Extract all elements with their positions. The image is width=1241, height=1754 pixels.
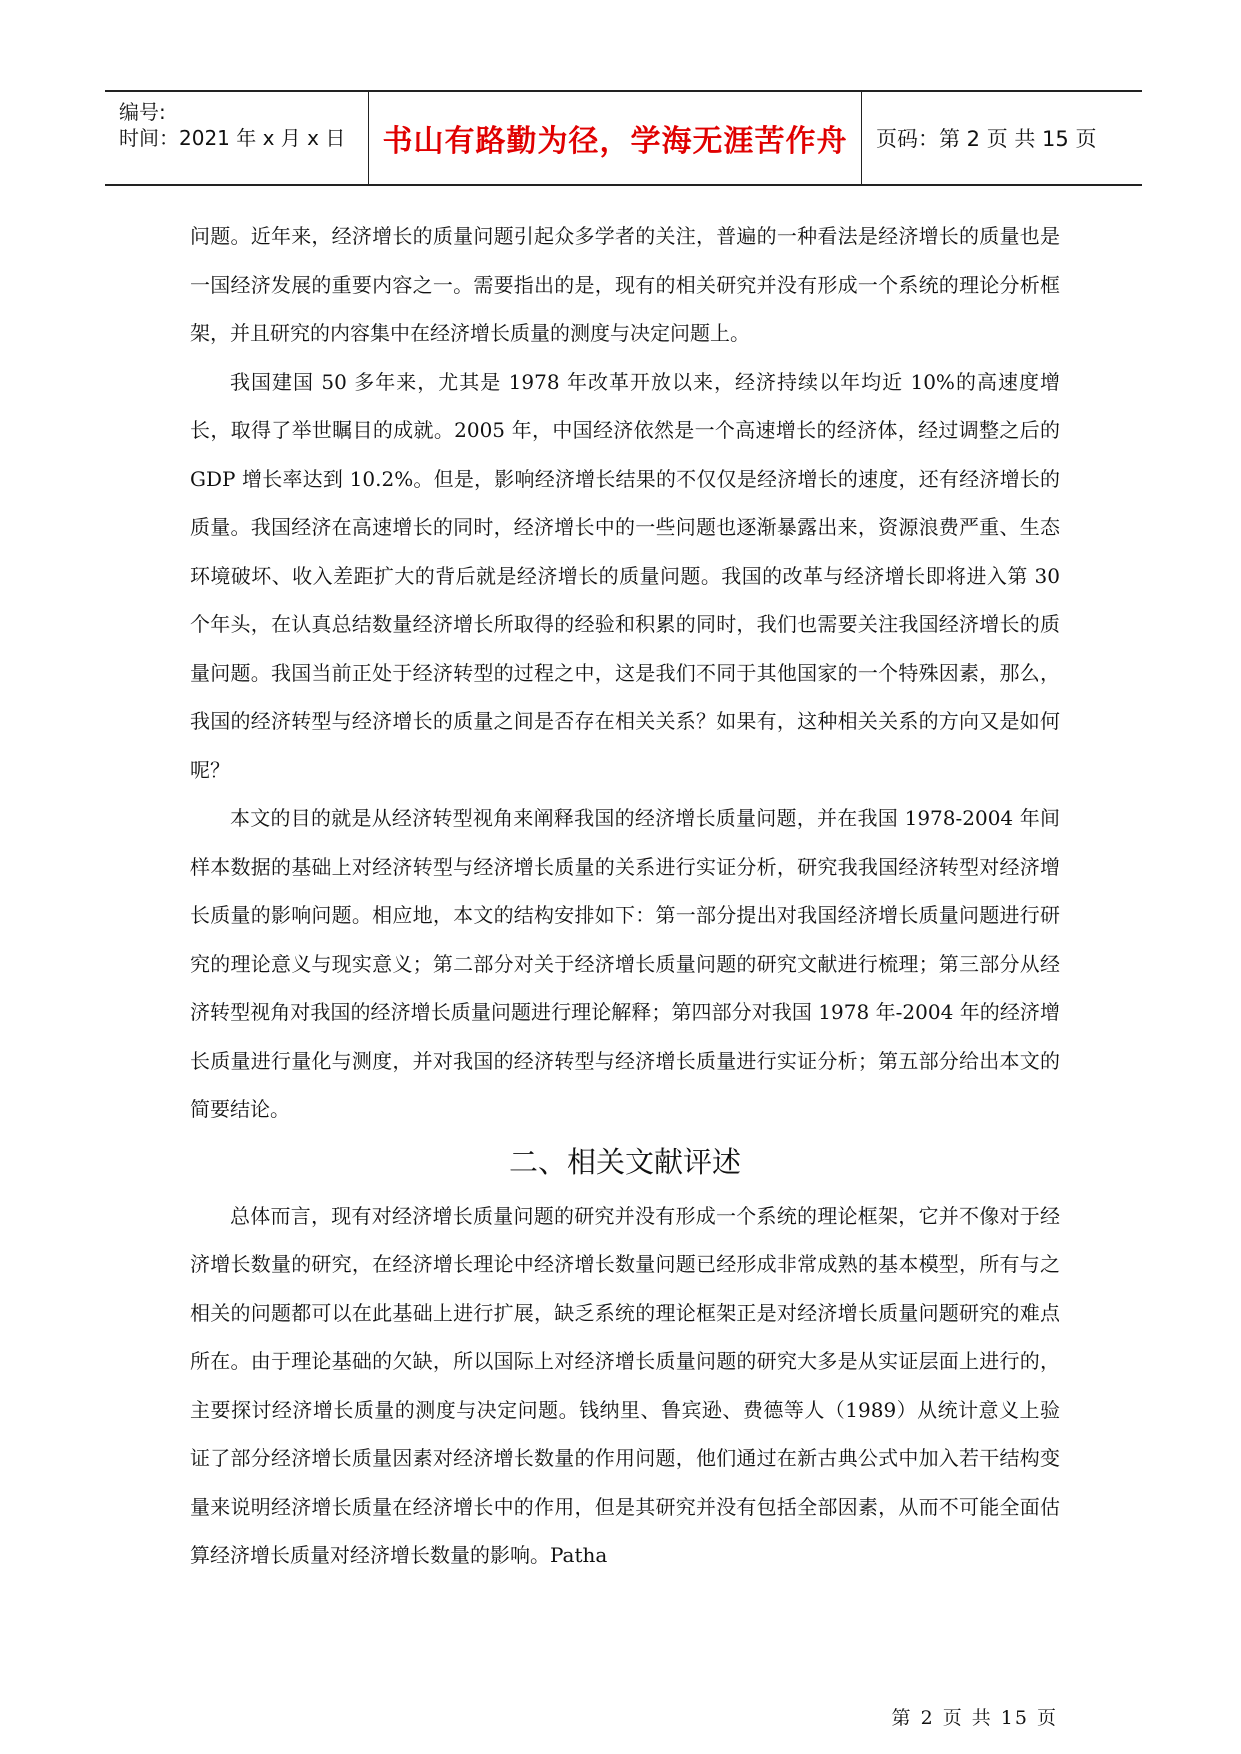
- paragraph: 问题。近年来，经济增长的质量问题引起众多学者的关注，普遍的一种看法是经济增长的质量也是一国经济发展的重要内容之一。需要指出的是，现有的相关研究并没有形成一个系统的理论分析框架，并且研究的内容集中在经济增长质量的测度与决定问题上。: [190, 224, 1060, 345]
- page-label: 页码：第 2 页 共 15 页: [876, 127, 1097, 151]
- paragraph: 本文的目的就是从经济转型视角来阐释我国的经济增长质量问题，并在我国 1978-2004 年间样本数据的基础上对经济转型与经济增长质量的关系进行实证分析，研究我我国经济转型对经济增长质量的影响问题。相应地，本文的结构安排如下：第一部分提出对我国经济增长质量问题进行研究的理论意义与现实意义；第二部分对关于经济增长质量问题的研究文献进行梳理；第三部分从经济转型视角对我国的经济增长质量问题进行理论解释；第四部分对我国 1978 年-2004 年的经济增长质量进行量化与测度，并对我国的经济转型与经济增长质量进行实证分析；第五部分给出本文的简要结论。: [190, 806, 1060, 1121]
- paragraph: 我国建国 50 多年来，尤其是 1978 年改革开放以来，经济持续以年均近 10%的高速度增长，取得了举世瞩目的成就。2005 年，中国经济依然是一个高速增长的经济体，经过调整之后的 GDP 增长率达到 10.2%。但是，影响经济增长结果的不仅仅是经济增长的速度，还有经济增长的质量。我国经济在高速增长的同时，经济增长中的一些问题也逐渐暴露出来，资源浪费严重、生态环境破坏、收入差距扩大的背后就是经济增长的质量问题。我国的改革与经济增长即将进入第 30 个年头，在认真总结数量经济增长所取得的经验和积累的同时，我们也需要关注我国经济增长的质量问题。我国当前正处于经济转型的过程之中，这是我们不同于其他国家的一个特殊因素，那么，我国的经济转型与经济增长的质量之间是否存在相关关系？如果有，这种相关关系的方向又是如何呢？: [190, 369, 1060, 782]
- page-footer: 第 2 页 共 15 页: [891, 1707, 1058, 1729]
- motto-text: 书山有路勤为径，学海无涯苦作舟: [382, 124, 848, 159]
- section-heading: 二、相关文献评述: [508, 1144, 741, 1179]
- header-page-cell: [862, 92, 1142, 184]
- time-label: 时间：2021 年 x 月 x 日: [119, 126, 346, 150]
- page-header: [105, 90, 1142, 186]
- header-meta-cell: [105, 92, 369, 184]
- paragraph: 总体而言，现有对经济增长质量问题的研究并没有形成一个系统的理论框架，它并不像对于经济增长数量的研究，在经济增长理论中经济增长数量问题已经形成非常成熟的基本模型，所有与之相关的问题都可以在此基础上进行扩展，缺乏系统的理论框架正是对经济增长质量问题研究的难点所在。由于理论基础的欠缺，所以国际上对经济增长质量问题的研究大多是从实证层面上进行的，主要探讨经济增长质量的测度与决定问题。钱纳里、鲁宾逊、费德等人（1989）从统计意义上验证了部分经济增长质量因素对经济增长数量的作用问题，他们通过在新古典公式中加入若干结构变量来说明经济增长质量在经济增长中的作用，但是其研究并没有包括全部因素，从而不可能全面估算经济增长质量对经济增长数量的影响。Patha: [190, 1203, 1060, 1567]
- header-motto-cell: [369, 92, 862, 184]
- number-label: 编号:: [119, 100, 166, 124]
- document-body: [190, 212, 1060, 1580]
